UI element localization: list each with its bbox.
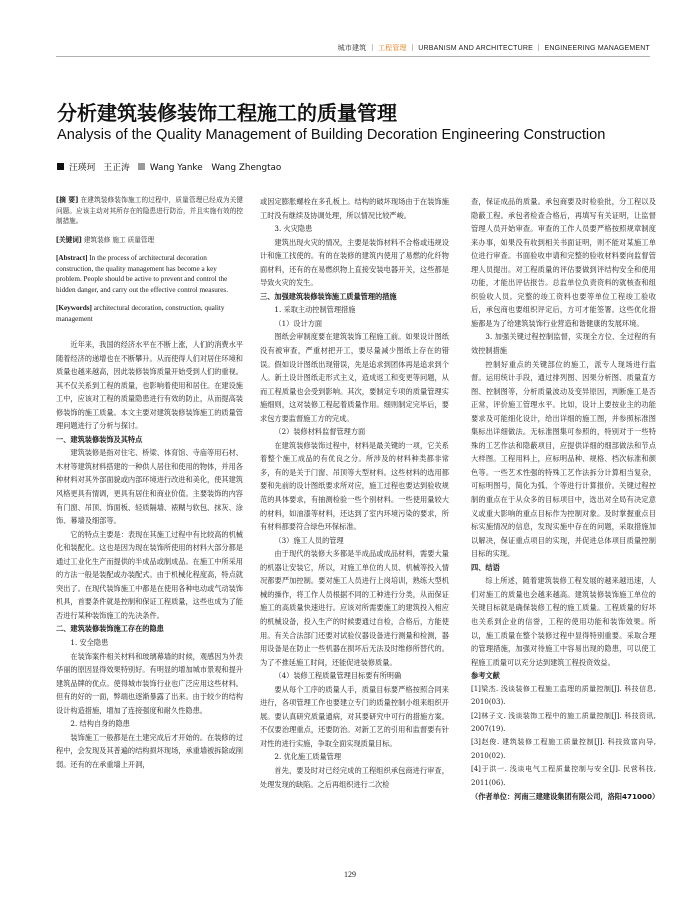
page-number: 129	[344, 870, 356, 879]
paragraph: 建筑出现火灾的情况，主要是装饰材料不合格或违规设计和施工找使的。有的在装修的建筑内使用了易燃的化纤物面材料，还有的在易燃织物上直接安装电器开关，这些都是导致火灾的发生。	[260, 237, 449, 288]
header-middle: URBANISM AND ARCHITECTURE	[418, 45, 533, 52]
section-heading: 三、加强建筑装修装饰施工质量管理的措施	[260, 291, 397, 301]
subheading: 3. 加强关键过程控制监督，实现全方位、全过程的有效控制措施	[471, 332, 656, 356]
author-marker-icon	[57, 163, 64, 170]
paragraph: 或因定膨胀螺栓在多孔板上。结构的破坏现场由于在装饰施工时没有继续及协调处理，所以情况比较严峻。	[260, 197, 449, 220]
column-1	[56, 195, 243, 772]
paragraph: 综上所述，随着建筑装修工程发展的越来越迅速，人们对施工的质量也会越来越高。建筑装修装饰施工单位的关键目标就是确保装修工程的施工质量。工程质量的好坏也关系到企业的信誉，工程的使用功能和装饰效果。所以，施工质量在整个装修过程中显得特别重要。采取合理的管理措施，加强对待施工中容易出现的隐患，可以使工程施工质量可以充分达到建筑工程投资效益。	[471, 576, 656, 667]
author-zh-1: 汪瑛珂	[69, 163, 96, 173]
reference-item: [3]赵俊. 建筑装修工程施工质量控制[J]. 科技致富向导, 2010(02).	[471, 738, 656, 760]
paragraph: 查，保证成品的质量。承包商要及时检验批，分工程以及隐蔽工程。承包者检查合格后，再填写有关证明，让监督管理人员开始审查。审查的工作人员要严格按照规章制度来办事，如果没有收到相关书面证明，则不能对某施工单位进行审查。书面验收申请和完整的验收材料要向监督管理人员提出。对工程质量的评估要做到评结构安全和使用功能，才能出评估报告。总监单位负责资料的就核查和组织验收人员。完整的竣工资料也要等单位工程竣工验收后，承包商也要组织评定后，方可才能签署。这些优化措施都是为了给建筑装饰行业营造和谐健康的发展环境。	[471, 197, 656, 328]
author-zh-2: 王正涛	[103, 163, 130, 173]
keywords-en: [Keywords] architectural decoration, construction, quality management	[56, 304, 225, 323]
author-marker-icon	[138, 163, 145, 170]
title-english: Analysis of the Quality Management of Building Decoration Engineering Construction	[57, 127, 606, 143]
authors-en: Wang Yanke Wang Zhengtao	[149, 163, 282, 173]
author-affiliation: （作者单位：河南三建建设集团有限公司，洛阳471000）	[471, 791, 660, 801]
column-2	[260, 195, 449, 791]
section-heading: 四、结语	[471, 562, 500, 572]
column-3	[471, 195, 660, 803]
header-left: 城市建筑	[337, 45, 367, 52]
running-header	[338, 43, 650, 53]
paragraph: 要从每个工序的质量人手，质量目标要严格按照合同来进行，各项管理工作也要建立专门的质量控制小组来组织开展。要认真研究质量通病，对其要研究中可行的措施方案。不仅要治理重点，还要防治。对新工艺的引用和监督要有针对性的进行实施，争取全面实现质量目标。	[260, 684, 449, 748]
paragraph: 图纸会审制度要在建筑装饰工程施工前。如果设计图纸没有被审查，严重材把开工，要尽量减少图纸上存在的错误。假如设计图纸出现错误，先是追求到团体再是追求到个人。新土设计图纸走形式主义，造成返工和变更等问题，从而工程质量也会受到影响。其次，要制定专项的质量管理实施细则，这对装修工程起着质量作用。细则制定完毕后，要求包方要监督施工方的完成。	[260, 332, 449, 423]
references-title: 参考文献	[471, 671, 500, 681]
section-heading: 一、建筑装修装饰及其特点	[56, 434, 143, 444]
title-chinese: 分析建筑装修装饰工程施工的质量管理	[57, 101, 397, 125]
subheading: 1. 安全隐患	[70, 638, 109, 648]
subheading: （2）装修材料监督管理方面	[274, 427, 366, 437]
header-separator: ｜	[535, 45, 543, 52]
subheading: 3. 火灾隐患	[274, 224, 313, 234]
paragraph: 控制好重点的关键部位的施工，派专人现场进行监督。运用统计手段，通过排列图、因果分析图、质量直方图、控制图等，分析质量波动及变异原因，判断施工是否正常，评价施工管理水平。比如，设计上要按业主的功能要求及可能细化设计，给出详细的施工图，并参照标准图集标出详细做法。无标准图集可参照的，特别对于一些特殊的工艺作法和隐蔽项目，应提供详细的细部做法和节点大样图。工程用料上，应标明品种、规格、档次标准和颜色等。一些艺术性强的特殊工艺作法拆分计算相当复杂，可标明图号，简化为弧、个等进行计算报价。关键过程控制的重点在于从众多的目标项目中，选出对全局有决定意义或重大影响的重点目标作为控制对象。及时掌握重点目标实施情况的信息，发现实施中存在的问题，采取措施加以解决，保证重点项目的实现，并促进总体项目质量控制目标的实现。	[471, 359, 656, 559]
paragraph: 它的特点主要是：表现在其施工过程中有比较高的机械化和装配化。这也是因为现在装饰所使用的材料大部分都是通过工业化生产而提供的半成品或制成品。在施工中所采用的方法一般是装配或办装配式。由于机械化程度高，特点就突出了。在现代装饰施工中都是在使用各种电动或气动装饰机具，首要条件就是控制和保证工程质量，这些也成为了能否进行某种装饰施工的先决条件。	[56, 529, 243, 620]
reference-item: [2]林子文. 浅谈装饰工程中的施工质量控制[J]. 科技资讯, 2007(19).	[471, 711, 656, 733]
paragraph: 装饰施工一般都是在土建完成后才开始的。在装修的过程中，会发现及其普遍的结构损坏现场，承重墙被拆除或削弱。还有的在承重墙上开洞，	[56, 732, 243, 769]
paragraph: 建筑装修是指对住宅、桥梁、体育馆、寺庙等用石材、木材等建筑材料搭建的一种供人居住和使用的物体，并用各种材料对其外部面貌或内部环境进行改进和美化，使其建筑风格更具有情调，更具有居住和商业价值。主要装饰的内容有门窗、吊顶、饰面板、轻质隔墙、裱糊与软包、抹灰、涂饰、幕墙及细部等。	[56, 448, 243, 526]
subheading: （3）施工人员的管理	[274, 535, 344, 545]
authors-line	[57, 160, 281, 173]
paragraph: 首先，要及时对已经完成的工程组织承包商进行审查，处理发现的缺陷。之后再组织进行二次检	[260, 765, 449, 789]
header-rule	[56, 56, 650, 57]
subheading: （1）设计方面	[274, 318, 323, 328]
header-accent: 工程管理	[377, 45, 407, 52]
section-heading: 二、建筑装修装饰施工存在的隐患	[56, 624, 164, 634]
header-separator: ｜	[368, 45, 376, 52]
subheading: （4）装修工程质量管理目标要有所明确	[274, 671, 402, 681]
subheading: 2. 优化施工质量管理	[274, 752, 342, 762]
abstract-en: [Abstract] In the process of architectural decoration construction, the quality management has become a key problem. People should be active to prevent and control the hidden danger, and carry out the effective control measures.	[56, 254, 229, 294]
reference-item: [1]梁杰. 浅谈装修工程施工监理的质量控制[J]. 科技信息, 2010(03).	[471, 684, 656, 707]
header-separator: ｜	[408, 45, 417, 52]
subheading: 1. 采取主动控制管理措施	[274, 305, 356, 315]
header-right: ENGINEERING MANAGEMENT	[544, 45, 650, 52]
paragraph: 在建筑装修装饰过程中，材料是最关键的一项，它关系着整个施工成品的有优良之分。所涉及的材料种类都非常多，有的是关于门窗、吊顶等大型材料。这些材料的选用都要和先前的设计图纸要求所对应，施工过程也要达到验收规范的具体要求，有抽测检验一些个别材料。一些使用量较大的材料，如油漆等材料，还达到了室内环境污染的要求，所有材料都要符合绿色环保标准。	[260, 440, 449, 532]
paragraph: 在装饰案件相关材料和玻璃幕墙的时候，观感因为外表华丽的原因显得效果特别好。有明显的增加城市景观和提升建筑品牌的优点。使得城市装饰行业也广泛应用这些材料。但有的好的一面，弊端也逐渐暴露了出来。由于较少的结构设计构造措施，增加了连接强度和耐久性隐患。	[56, 651, 243, 715]
subheading: 2. 结构自身的隐患	[70, 719, 130, 729]
reference-item: [4]于洪一. 浅谈电气工程质量控制与安全[J]. 民营科技, 2011(06).	[471, 765, 656, 787]
keywords-zh: [关键词] 建筑装修 施工 质量管理	[56, 235, 155, 244]
paragraph: 由于现代的装修大多都是半成品或成品材料，需要大量的机器让安装它，所以，对施工单位的人员、机械等投入情况都要严加控制。要对施工人员进行上岗培训，熟练大型机械的操作，将工作人员根据不同的工种进行分类，从而保证施工的高质量快速进行。应该对所需要施工的建筑投入相应的机械设备，投入生产的时候要通过自检，合格后，方能使用。有关合法部门还要对试验仪器设备进行测量和检测，器用设备是在防止一些机器在损坏后无法及时维修所替代的。为了不推延施工时间，还能促进装修质量。	[260, 549, 449, 667]
abstract-zh: [摘 要] 在建筑装修装饰施工的过程中，质量管理已经成为关键问题。应该主动对其所存在的隐患进行防治，并且实施有效的控制措施。	[56, 196, 243, 225]
paragraph: 近年来，我国的经济水平在不断上涨，人们的消费水平随着经济的递增也在不断攀升。从而使得人们对居住环境和质量也越来越高，因此装修装饰质量开始受到人们的重视。其不仅关系到工程的质量，也影响着使用和居住。在建设施工中，应该对工程的质量隐患进行有效的防止，从而提高装修装饰的施工质量。本文主要对建筑装修装饰施工的质量管理问题进行了分析与探讨。	[56, 340, 243, 431]
